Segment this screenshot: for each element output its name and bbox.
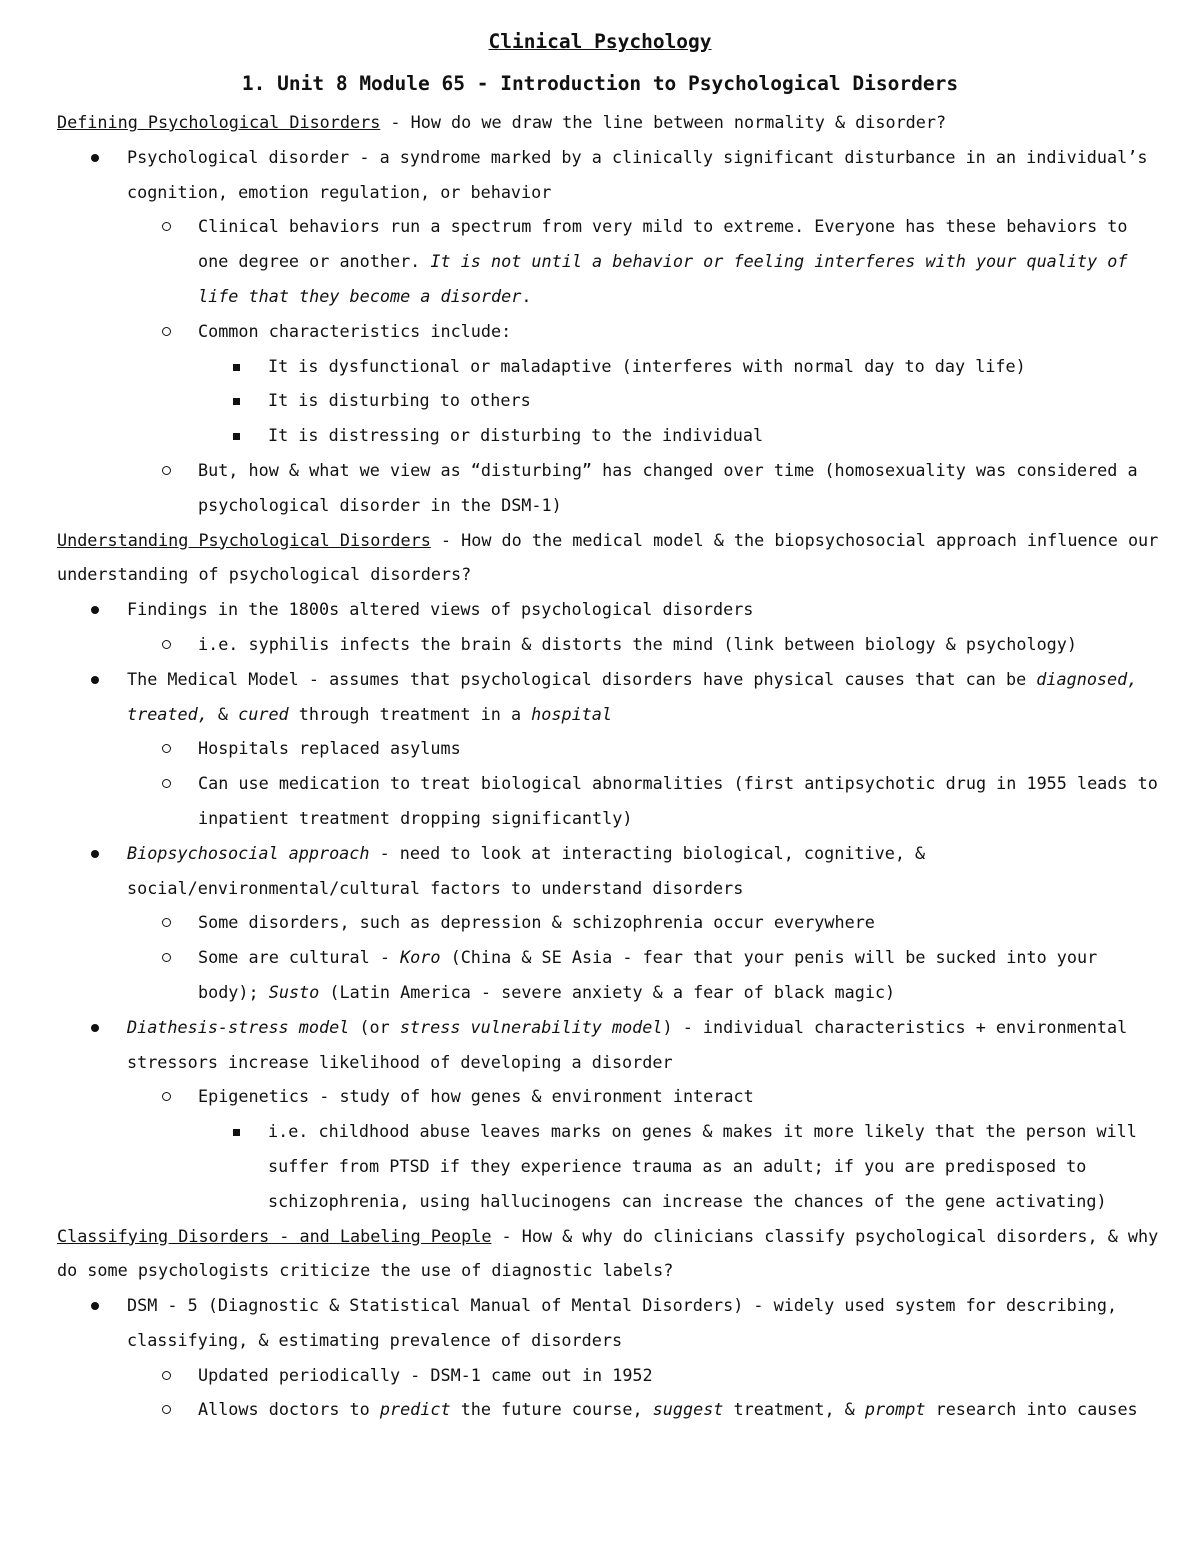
- bullet-icon: [91, 1288, 99, 1310]
- list-item: DSM - 5 (Diagnostic & Statistical Manual of Mental Disorders) - widely used system for describing, classifying, & estimating prevalence of disorders: [0, 1288, 1200, 1358]
- document-subtitle: 1. Unit 8 Module 65 - Introduction to Psychological Disorders: [241, 72, 959, 95]
- list-item: Updated periodically - DSM-1 came out in 1952: [0, 1358, 1200, 1393]
- bullet-icon: [91, 1010, 99, 1032]
- circle-bullet-icon: [162, 627, 171, 649]
- list-item: The Medical Model - assumes that psychological disorders have physical causes that can be diagnosed, treated, & cured through treatment in a hospital: [0, 662, 1200, 732]
- section-question: - How do the medical model & the biopsychosocial approach influence our understanding of psychological disorders?: [57, 529, 1159, 585]
- list-item: Clinical behaviors run a spectrum from very mild to extreme. Everyone has these behaviors to one degree or another. It is not until a behavior or feeling interferes with your quality of life that they become a disorder.: [0, 209, 1200, 313]
- square-bullet-icon: [233, 1114, 240, 1136]
- list-item: Psychological disorder - a syndrome marked by a clinically significant disturbance in an individual’s cognition, emotion regulation, or behavior: [0, 140, 1200, 210]
- bullet-list: [0, 1288, 1200, 1427]
- section-question: - How do we draw the line between normality & disorder?: [380, 112, 947, 132]
- circle-bullet-icon: [162, 905, 171, 927]
- bullet-icon: [91, 140, 99, 162]
- bullet-icon: [91, 592, 99, 614]
- square-bullet-icon: [233, 418, 240, 440]
- list-item: Can use medication to treat biological abnormalities (first antipsychotic drug in 1955 leads to inpatient treatment dropping significantly): [0, 766, 1200, 836]
- circle-bullet-icon: [162, 940, 171, 962]
- list-item: Findings in the 1800s altered views of psychological disorders: [0, 592, 1200, 627]
- document-body: [0, 105, 1200, 1427]
- bullet-list: [0, 140, 1200, 523]
- section-question: - How & why do clinicians classify psychological disorders, & why do some psychologists criticize the use of diagnostic labels?: [57, 1225, 1159, 1281]
- document-title: Clinical Psychology: [488, 30, 712, 53]
- section-defining: [0, 105, 1200, 140]
- list-item: Some are cultural - Koro (China & SE Asia - fear that your penis will be sucked into your body); Susto (Latin America - severe anxiety & a fear of black magic): [0, 940, 1200, 1010]
- section-heading: Defining Psychological Disorders: [57, 112, 381, 132]
- circle-bullet-icon: [162, 1392, 171, 1414]
- list-item: It is dysfunctional or maladaptive (interferes with normal day to day life): [0, 349, 1200, 384]
- circle-bullet-icon: [162, 731, 171, 753]
- section-understanding: [0, 523, 1200, 593]
- circle-bullet-icon: [162, 314, 171, 336]
- bullet-icon: [91, 836, 99, 858]
- circle-bullet-icon: [162, 1358, 171, 1380]
- square-bullet-icon: [233, 383, 240, 405]
- circle-bullet-icon: [162, 209, 171, 231]
- list-item: Biopsychosocial approach - need to look at interacting biological, cognitive, & social/environmental/cultural factors to understand disorders: [0, 836, 1200, 906]
- bullet-list: [0, 592, 1200, 1218]
- square-bullet-icon: [233, 349, 240, 371]
- list-item: But, how & what we view as “disturbing” has changed over time (homosexuality was considered a psychological disorder in the DSM-1): [0, 453, 1200, 523]
- list-item: Common characteristics include:: [0, 314, 1200, 349]
- list-item: Hospitals replaced asylums: [0, 731, 1200, 766]
- list-item: i.e. syphilis infects the brain & distorts the mind (link between biology & psychology): [0, 627, 1200, 662]
- list-item: i.e. childhood abuse leaves marks on genes & makes it more likely that the person will suffer from PTSD if they experience trauma as an adult; if you are predisposed to schizophrenia, using hallucinogens can increase the chances of the gene activating): [0, 1114, 1200, 1218]
- circle-bullet-icon: [162, 1079, 171, 1101]
- section-classifying: [0, 1219, 1200, 1289]
- circle-bullet-icon: [162, 766, 171, 788]
- list-item: Diathesis-stress model (or stress vulnerability model) - individual characteristics + environmental stressors increase likelihood of developing a disorder: [0, 1010, 1200, 1080]
- circle-bullet-icon: [162, 453, 171, 475]
- list-item: Allows doctors to predict the future course, suggest treatment, & prompt research into causes: [0, 1392, 1200, 1427]
- list-item: It is distressing or disturbing to the individual: [0, 418, 1200, 453]
- list-item: It is disturbing to others: [0, 383, 1200, 418]
- section-heading: Classifying Disorders - and Labeling People: [57, 1225, 492, 1246]
- list-item: Some disorders, such as depression & schizophrenia occur everywhere: [0, 905, 1200, 940]
- list-item: Epigenetics - study of how genes & environment interact: [0, 1079, 1200, 1114]
- section-heading: Understanding Psychological Disorders: [57, 529, 431, 550]
- bullet-icon: [91, 662, 99, 684]
